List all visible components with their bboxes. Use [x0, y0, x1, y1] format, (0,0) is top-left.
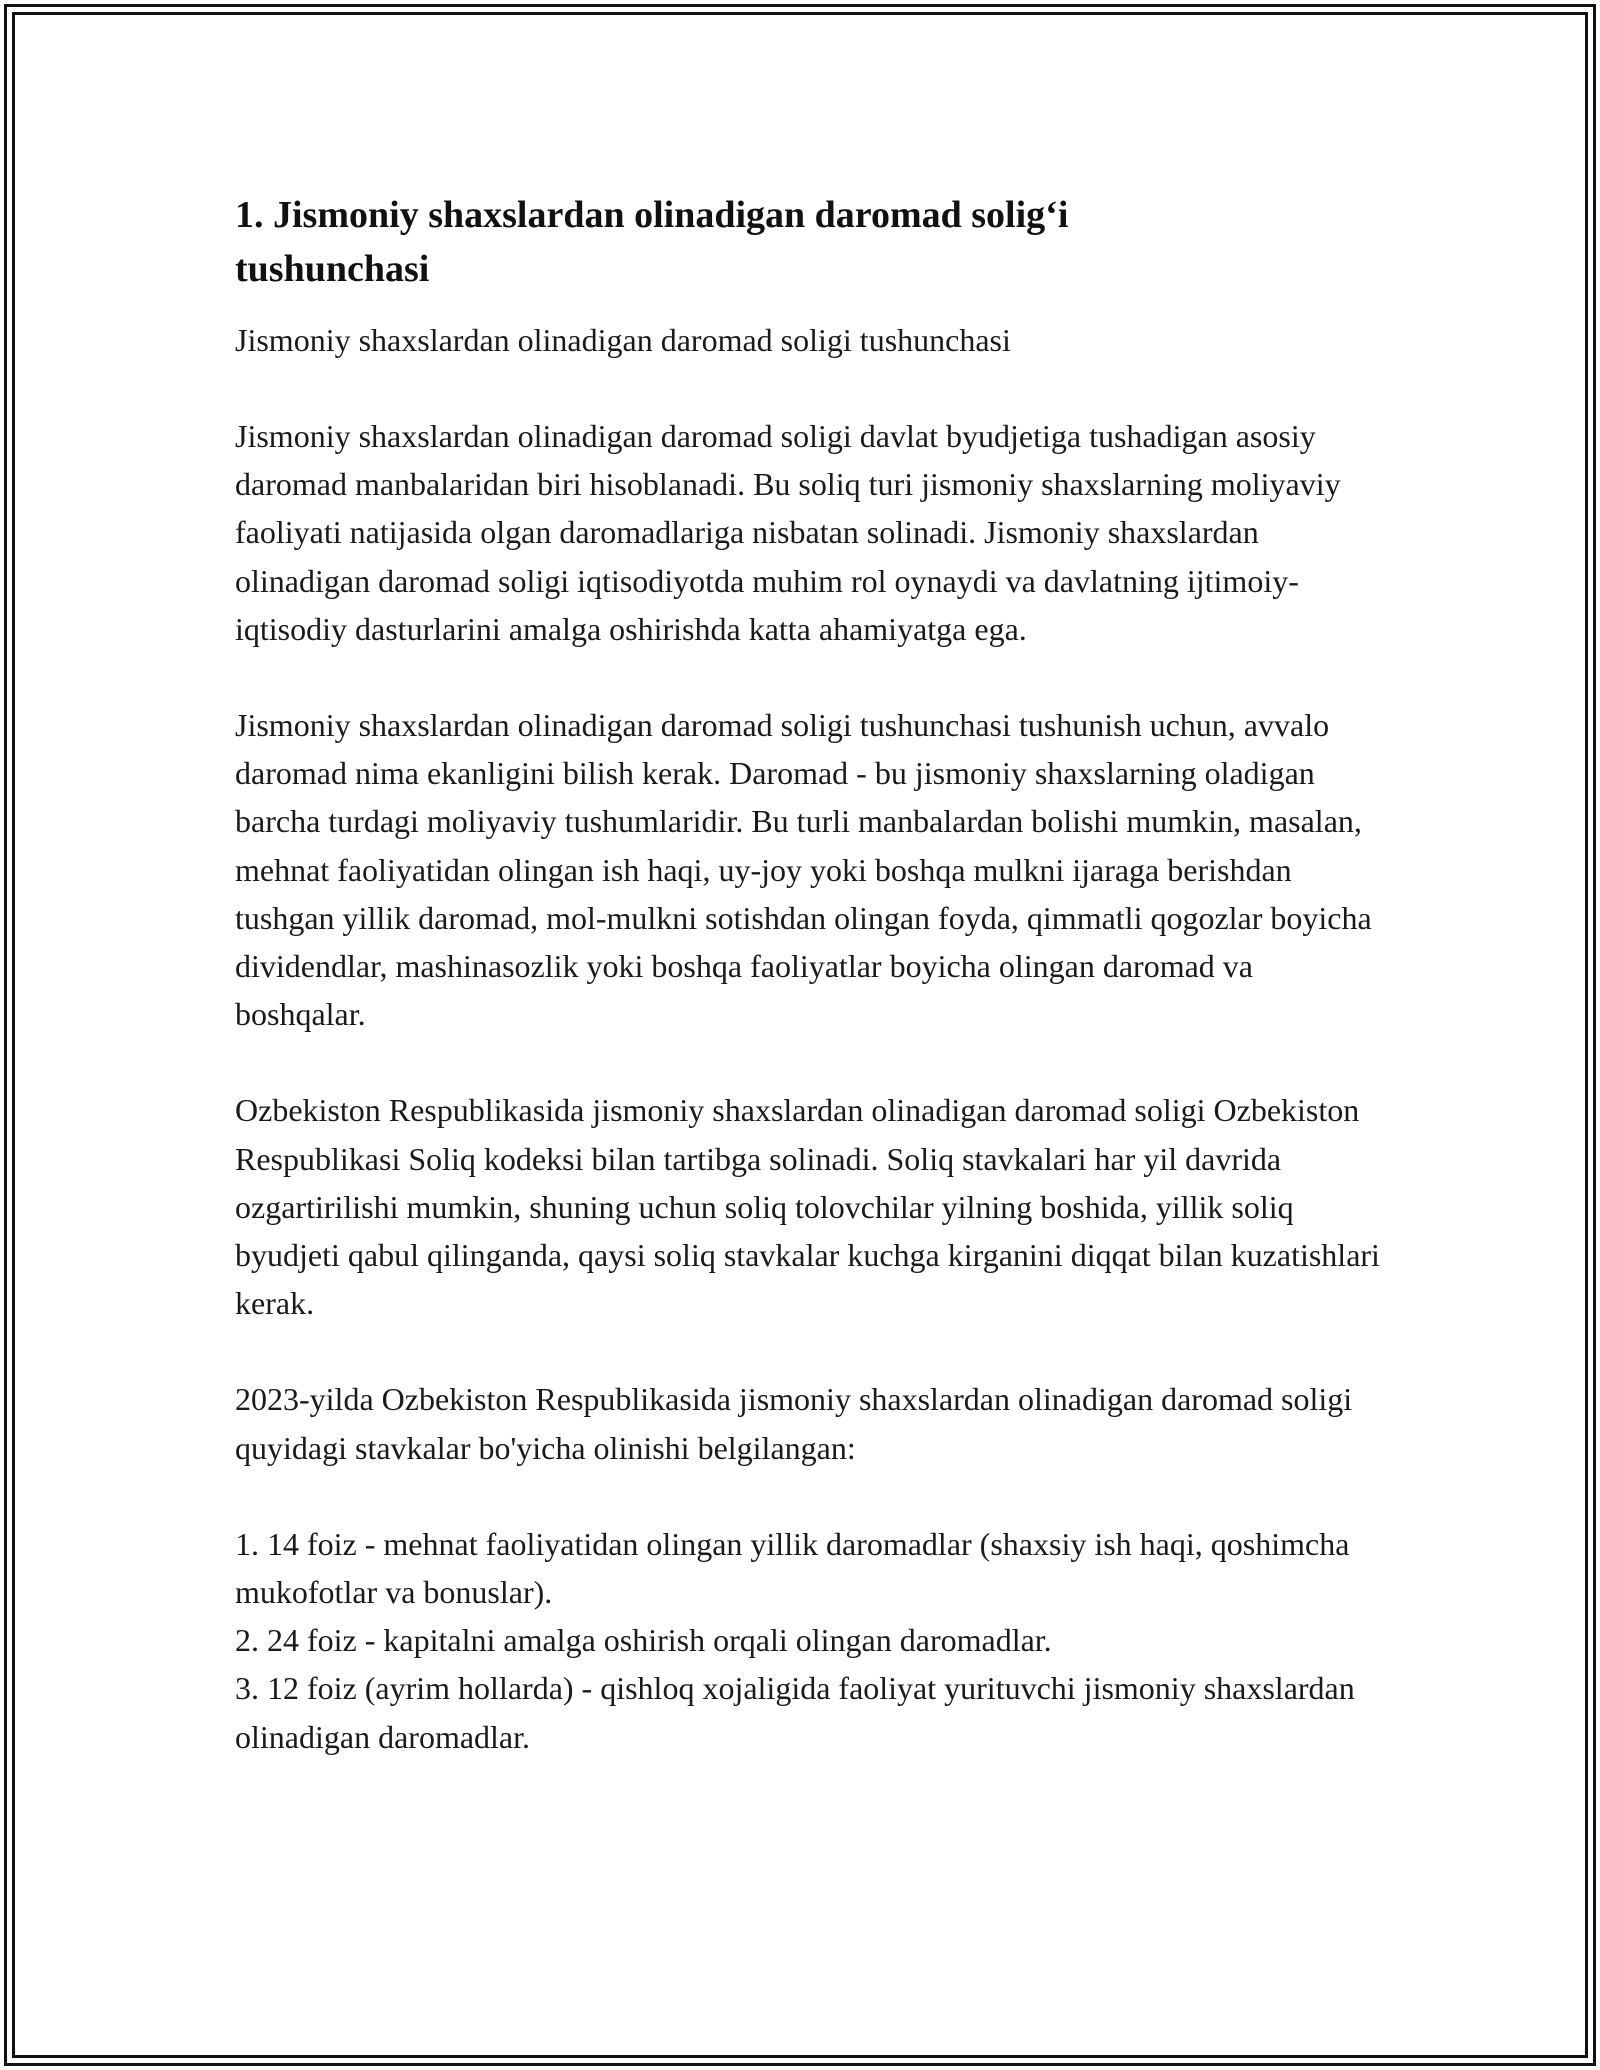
- document-title: [235, 188, 1385, 296]
- document-title-line-2: tushunchasi: [235, 248, 430, 290]
- tax-rate-item: 1. 14 foiz - mehnat faoliyatidan olingan yillik daromadlar (shaxsiy ish haqi, qoshimcha mukofotlar va bonuslar).: [235, 1525, 1350, 1611]
- tax-rate-item: 2. 24 foiz - kapitalni amalga oshirish orqali olingan daromadlar.: [235, 1622, 1052, 1659]
- tax-rate-item: 3. 12 foiz (ayrim hollarda) - qishloq xojaligida faoliyat yurituvchi jismoniy shaxslardan olinadigan daromadlar.: [235, 1670, 1355, 1755]
- paragraph-tax-code: Ozbekiston Respublikasida jismoniy shaxslardan olinadigan daromad soligi Ozbekiston Respublikasi Soliq kodeksi bilan tartibga solinadi. Soliq stavkalari har yil davrida ozgartirilishi mumkin, shuning uchun soliq tolovchilar yilning boshida, yillik soliq byudjeti qabul qilinganda, qaysi soliq stavkalar kuchga kirganini diqqat bilan kuzatishlari kerak.: [235, 1092, 1380, 1322]
- paragraph-intro: Jismoniy shaxslardan olinadigan daromad soligi davlat byudjetiga tushadigan asosiy daromad manbalaridan biri hisoblanadi. Bu soliq turi jismoniy shaxslarning moliyaviy faoliyati natijasida olgan daromadlariga nisbatan solinadi. Jismoniy shaxslardan olinadigan daromad soligi iqtisodiyotda muhim rol oynaydi va davlatning ijtimoiy-iqtisodiy dasturlarini amalga oshirishda katta ahamiyatga ega.: [235, 418, 1341, 647]
- paragraph-income-definition: Jismoniy shaxslardan olinadigan daromad soligi tushunchasi tushunish uchun, avvalo daromad nima ekanligini bilish kerak. Daromad - bu jismoniy shaxslarning oladigan barcha turdagi moliyaviy tushumlaridir. Bu turli manbalardan bolishi mumkin, masalan, mehnat faoliyatidan olingan ish haqi, uy-joy yoki boshqa mulkni ijaraga berishdan tushgan yillik daromad, mol-mulkni sotishdan olingan foyda, qimmatli qogozlar boyicha dividendlar, mashinasozlik yoki boshqa faoliyatlar boyicha olingan daromad va boshqalar.: [235, 707, 1372, 1033]
- document-title-line-1: 1. Jismoniy shaxslardan olinadigan daromad solig‘i: [235, 194, 1069, 236]
- tax-rates-list: [235, 1520, 1385, 1761]
- paragraph-rates-intro: 2023-yilda Ozbekiston Respublikasida jismoniy shaxslardan olinadigan daromad soligi quyidagi stavkalar bo'yicha olinishi belgilangan:: [235, 1381, 1353, 1466]
- document-subtitle: Jismoniy shaxslardan olinadigan daromad soligi tushunchasi: [235, 322, 1011, 358]
- document-body: [235, 188, 1385, 1761]
